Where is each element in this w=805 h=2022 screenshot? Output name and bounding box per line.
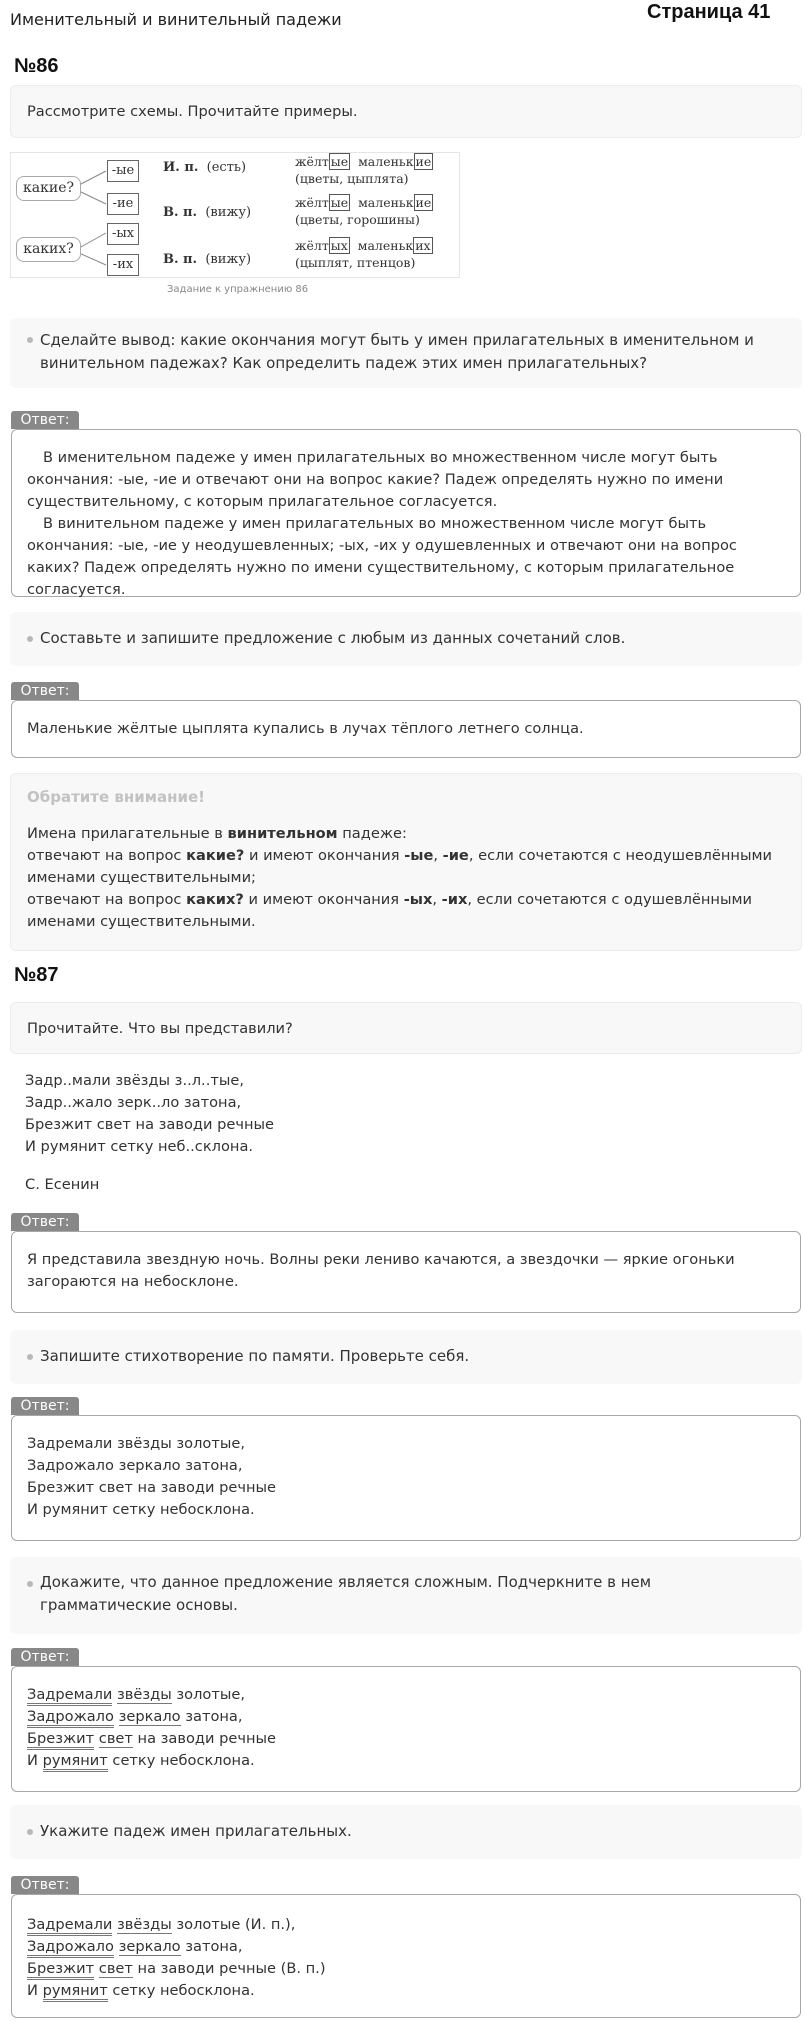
case-endings-diagram xyxy=(10,152,460,278)
answer-text: Задремали звёзды золотые, Задрожало зеркало затона, Брезжит свет на заводи речные И румянит сетку небосклона. xyxy=(27,1435,277,1518)
exercise-87-task-3 xyxy=(10,1557,802,1634)
question-kakie-box: какие? xyxy=(16,176,81,201)
answer-text: Я представила звездную ночь. Волны реки лениво качаются, а звездочки — яркие огоньки загораются на небосклоне. xyxy=(27,1251,735,1290)
exercise-86-instruction: Рассмотрите схемы. Прочитайте примеры. xyxy=(27,103,358,120)
exercise-86-answer-2 xyxy=(11,700,801,758)
exercise-87-answer-4 xyxy=(11,1894,801,2018)
exercise-86-task-1 xyxy=(10,318,802,388)
predicate: румянит xyxy=(43,1982,108,2002)
bullet-icon xyxy=(27,1829,33,1835)
ending-ykh-box: -ых xyxy=(107,223,139,245)
exercise-87-task-4 xyxy=(10,1805,802,1859)
exercise-87-instruction: Прочитайте. Что вы представили? xyxy=(27,1020,293,1037)
answer-label: Ответ: xyxy=(11,1213,79,1231)
page-number: Страница 41 xyxy=(647,1,771,23)
subject: свет xyxy=(98,1960,133,1977)
answer-text: Задремали звёзды золотые (И. п.), Задрожало зеркало затона, Брезжит свет на заводи речные (В. п.) И румянит сетку небосклона. xyxy=(27,1914,786,2002)
task-text: Укажите падеж имен прилагательных. xyxy=(40,1822,352,1840)
predicate: румянит xyxy=(43,1752,108,1772)
subject: свет xyxy=(98,1730,133,1747)
bullet-icon xyxy=(27,1581,33,1587)
exercise-87-answer-3 xyxy=(11,1666,801,1792)
answer-text: Задремали звёзды золотые, Задрожало зеркало затона, Брезжит свет на заводи речные И румянит сетку небосклона. xyxy=(27,1684,786,1772)
row1-examples: жёлт ые маленьк ие (цветы, цыплята) xyxy=(295,154,432,186)
exercise-86-answer-1 xyxy=(11,429,801,597)
answer-label: Ответ: xyxy=(11,1648,79,1666)
exercise-87-task-2 xyxy=(10,1330,802,1384)
answer-label: Ответ: xyxy=(11,411,79,429)
bullet-icon xyxy=(27,636,33,642)
subject: звёзды xyxy=(117,1686,172,1703)
diagram-caption: Задание к упражнению 86 xyxy=(167,284,309,295)
subject: звёзды xyxy=(117,1916,172,1933)
exercise-87-number: №87 xyxy=(14,964,59,986)
exercise-87-answer-1 xyxy=(11,1231,801,1313)
row3-case: В. п. (вижу) xyxy=(163,252,252,267)
attention-note-title: Обратите внимание! xyxy=(27,788,206,806)
ending-ie-box: -ие xyxy=(107,193,139,215)
exercise-87-answer-2 xyxy=(11,1415,801,1541)
predicate: Задремали xyxy=(27,1916,112,1936)
predicate: Задрожало xyxy=(27,1708,114,1728)
predicate: Задрожало xyxy=(27,1938,114,1958)
predicate: Брезжит xyxy=(27,1730,94,1750)
answer-text: В именительном падеже у имен прилагательных во множественном числе могут быть окончания: -ые, -ие и отвечают они на вопрос какие? Падеж определять нужно по имени существительному, с которым прилагательное согласуется. В винительном падеже у имен прилагательных во множественном числе могут быть окончания: -ые, -ие у неодушевленных; -ых, -их у одушевленных и отвечают они на вопрос каких? Падеж определять нужно по имени существительному, с которым прилагательное согласуется. xyxy=(27,449,737,598)
task-text: Запишите стихотворение по памяти. Проверьте себя. xyxy=(40,1347,470,1365)
ending-ikh-box: -их xyxy=(107,254,139,276)
poem: Задр..мали звёзды з..л..тые, Задр..жало зерк..ло затона, Брезжит свет на заводи речные И румянит сетку неб..склона. xyxy=(25,1072,275,1155)
row2-case: В. п. (вижу) xyxy=(163,205,252,220)
answer-label: Ответ: xyxy=(11,1397,79,1415)
question-kakikh-box: каких? xyxy=(16,237,81,262)
row3-examples: жёлт ых маленьк их (цыплят, птенцов) xyxy=(295,238,431,270)
predicate: Задремали xyxy=(27,1686,112,1706)
task-text: Составьте и запишите предложение с любым из данных сочетаний слов. xyxy=(40,629,626,647)
attention-note xyxy=(10,773,802,951)
bullet-icon xyxy=(27,1354,33,1360)
bullet-icon xyxy=(27,337,33,343)
page-title: Именительный и винительный падежи xyxy=(10,10,342,29)
subject: зеркало xyxy=(118,1708,181,1725)
answer-text: Маленькие жёлтые цыплята купались в лучах тёплого летнего солнца. xyxy=(27,720,584,737)
task-text: Сделайте вывод: какие окончания могут быть у имен прилагательных в именительном и винительном падежах? Как определить падеж этих имен прилагательных? xyxy=(40,331,754,372)
answer-label: Ответ: xyxy=(11,1876,79,1894)
poem-author: С. Есенин xyxy=(25,1176,100,1193)
exercise-87-instruction-box xyxy=(10,1002,802,1054)
attention-note-body: Имена прилагательные в винительном падеже: отвечают на вопрос какие? и имеют окончания -ые, -ие, если сочетаются с неодушевлёнными именами существительными; отвечают на вопрос каких? и имеют окончания -ых, -их, если сочетаются с одушевлёнными именами существительными. xyxy=(27,825,772,930)
exercise-86-number: №86 xyxy=(14,55,59,77)
exercise-86-task-2 xyxy=(10,612,802,666)
row2-examples: жёлт ые маленьк ие (цветы, горошины) xyxy=(295,195,432,227)
row1-case: И. п. (есть) xyxy=(163,160,247,175)
exercise-86-instruction-box xyxy=(10,85,802,138)
task-text: Докажите, что данное предложение является сложным. Подчеркните в нем грамматические основы. xyxy=(40,1573,652,1614)
ending-ye-box: -ые xyxy=(107,160,139,182)
subject: зеркало xyxy=(118,1938,181,1955)
answer-label: Ответ: xyxy=(11,682,79,700)
predicate: Брезжит xyxy=(27,1960,94,1980)
